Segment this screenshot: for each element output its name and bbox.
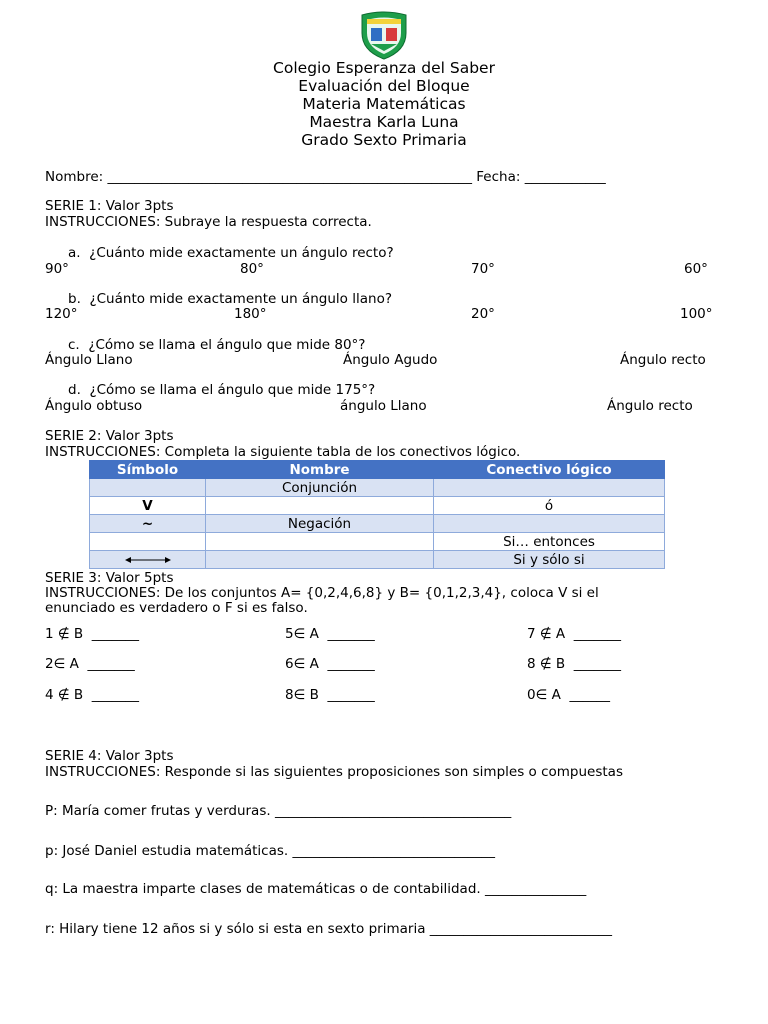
proposition [45,843,495,860]
cell-name: Negación [206,515,434,533]
proposition [45,921,612,938]
school-name: Colegio Esperanza del Saber [273,59,495,77]
question-text: ¿Cómo se llama el ángulo que mide 80°? [88,337,366,353]
answer-option: Ángulo Llano [45,352,133,368]
teacher-line: Maestra Karla Luna [309,113,459,131]
serie2-title: SERIE 2: Valor 3pts [45,428,174,444]
table-row [90,533,665,551]
identification-line [45,169,606,186]
cell-symbol: ~ [90,515,206,533]
double-arrow-icon [124,555,172,565]
cell-connective [434,479,665,497]
cell-name [206,551,434,569]
set-statement: 7 ∉ A _______ [527,626,622,642]
cell-name [206,533,434,551]
question-marker: a. [68,245,81,261]
answer-option: ángulo Llano [340,398,427,414]
question-marker: b. [68,291,81,307]
question-text: ¿Cuánto mide exactamente un ángulo recto? [89,245,394,261]
answer-option: 180° [234,306,267,322]
set-statement: 5∈ A _______ [285,626,375,642]
header-symbol: Símbolo [90,461,206,479]
answer-option: Ángulo recto [607,398,693,414]
set-statement: 0∈ A ______ [527,687,610,703]
serie1-instructions: INSTRUCCIONES: Subraye la respuesta correcta. [45,214,372,230]
cell-connective: Si y sólo si [434,551,665,569]
table-row [90,497,665,515]
proposition-text: r: Hilary tiene 12 años si y sólo si esta en sexto primaria [45,921,426,937]
answer-option: Ángulo recto [620,352,706,368]
question-text: ¿Cómo se llama el ángulo que mide 175°? [89,382,376,398]
answer-blank: ___________________________________ [274,803,512,819]
answer-blank: ______ [569,687,610,703]
cell-connective: ó [434,497,665,515]
answer-blank: ______________________________ [292,843,495,859]
cell-symbol [90,551,206,569]
serie3-instructions-line2: enunciado es verdadero o F si es falso. [45,600,308,616]
table-header-row [90,461,665,479]
answer-blank: _______ [91,626,140,642]
cell-connective: Si… entonces [434,533,665,551]
question-marker: c. [68,337,80,353]
question-a [68,245,394,262]
connectives-table [89,460,665,569]
proposition-text: q: La maestra imparte clases de matemáticas o de contabilidad. [45,881,481,897]
set-statement: 1 ∉ B _______ [45,626,140,642]
answer-option: Ángulo Agudo [343,352,438,368]
answer-option: 120° [45,306,78,322]
proposition [45,881,586,898]
question-b [68,291,392,308]
serie2-instructions: INSTRUCCIONES: Completa la siguiente tabla de los conectivos lógico. [45,444,521,460]
serie4-title: SERIE 4: Valor 3pts [45,748,174,764]
set-statement: 6∈ A _______ [285,656,375,672]
header-name: Nombre [206,461,434,479]
answer-blank: _______ [327,687,375,703]
proposition-text: P: María comer frutas y verduras. [45,803,271,819]
set-statement: 8∈ B _______ [285,687,375,703]
subject-line: Materia Matemáticas [302,95,466,113]
answer-blank: _______ [327,626,375,642]
cell-symbol: V [90,497,206,515]
answer-option: 70° [471,261,495,277]
set-statement: 2∈ A _______ [45,656,135,672]
serie4-instructions: INSTRUCCIONES: Responde si las siguientes proposiciones son simples o compuestas [45,764,623,780]
header-connective: Conectivo lógico [434,461,665,479]
proposition-text: p: José Daniel estudia matemáticas. [45,843,289,859]
answer-blank: _______ [91,687,140,703]
cell-name: Conjunción [206,479,434,497]
answer-blank: _______________ [484,881,587,897]
answer-blank: ___________________________ [429,921,613,937]
grade-line: Grado Sexto Primaria [301,131,467,149]
cell-symbol [90,533,206,551]
proposition [45,803,511,820]
cell-name [206,497,434,515]
answer-blank: _______ [573,626,622,642]
serie3-instructions-line1: INSTRUCCIONES: De los conjuntos A= {0,2,4,6,8} y B= {0,1,2,3,4}, coloca V si el [45,585,599,601]
set-statement: 8 ∉ B _______ [527,656,622,672]
name-label: Nombre: [45,169,108,185]
question-d [68,382,375,399]
serie3-title: SERIE 3: Valor 5pts [45,570,174,586]
name-blank: ______________________________________________________ [107,169,472,185]
answer-blank: _______ [573,656,622,672]
answer-option: 80° [240,261,264,277]
answer-blank: _______ [87,656,135,672]
date-label: Fecha: [471,169,525,185]
date-blank: ____________ [524,169,606,185]
table-row [90,551,665,569]
answer-option: 20° [471,306,495,322]
answer-option: 90° [45,261,69,277]
cell-symbol [90,479,206,497]
question-text: ¿Cuánto mide exactamente un ángulo llano? [89,291,392,307]
school-crest [358,11,410,61]
answer-option: 60° [684,261,708,277]
cell-connective [434,515,665,533]
evaluation-title: Evaluación del Bloque [298,77,470,95]
set-statement: 4 ∉ B _______ [45,687,140,703]
answer-blank: _______ [327,656,375,672]
question-marker: d. [68,382,81,398]
serie1-title: SERIE 1: Valor 3pts [45,198,174,214]
answer-option: Ángulo obtuso [45,398,143,414]
answer-option: 100° [680,306,713,322]
table-row [90,515,665,533]
table-row [90,479,665,497]
